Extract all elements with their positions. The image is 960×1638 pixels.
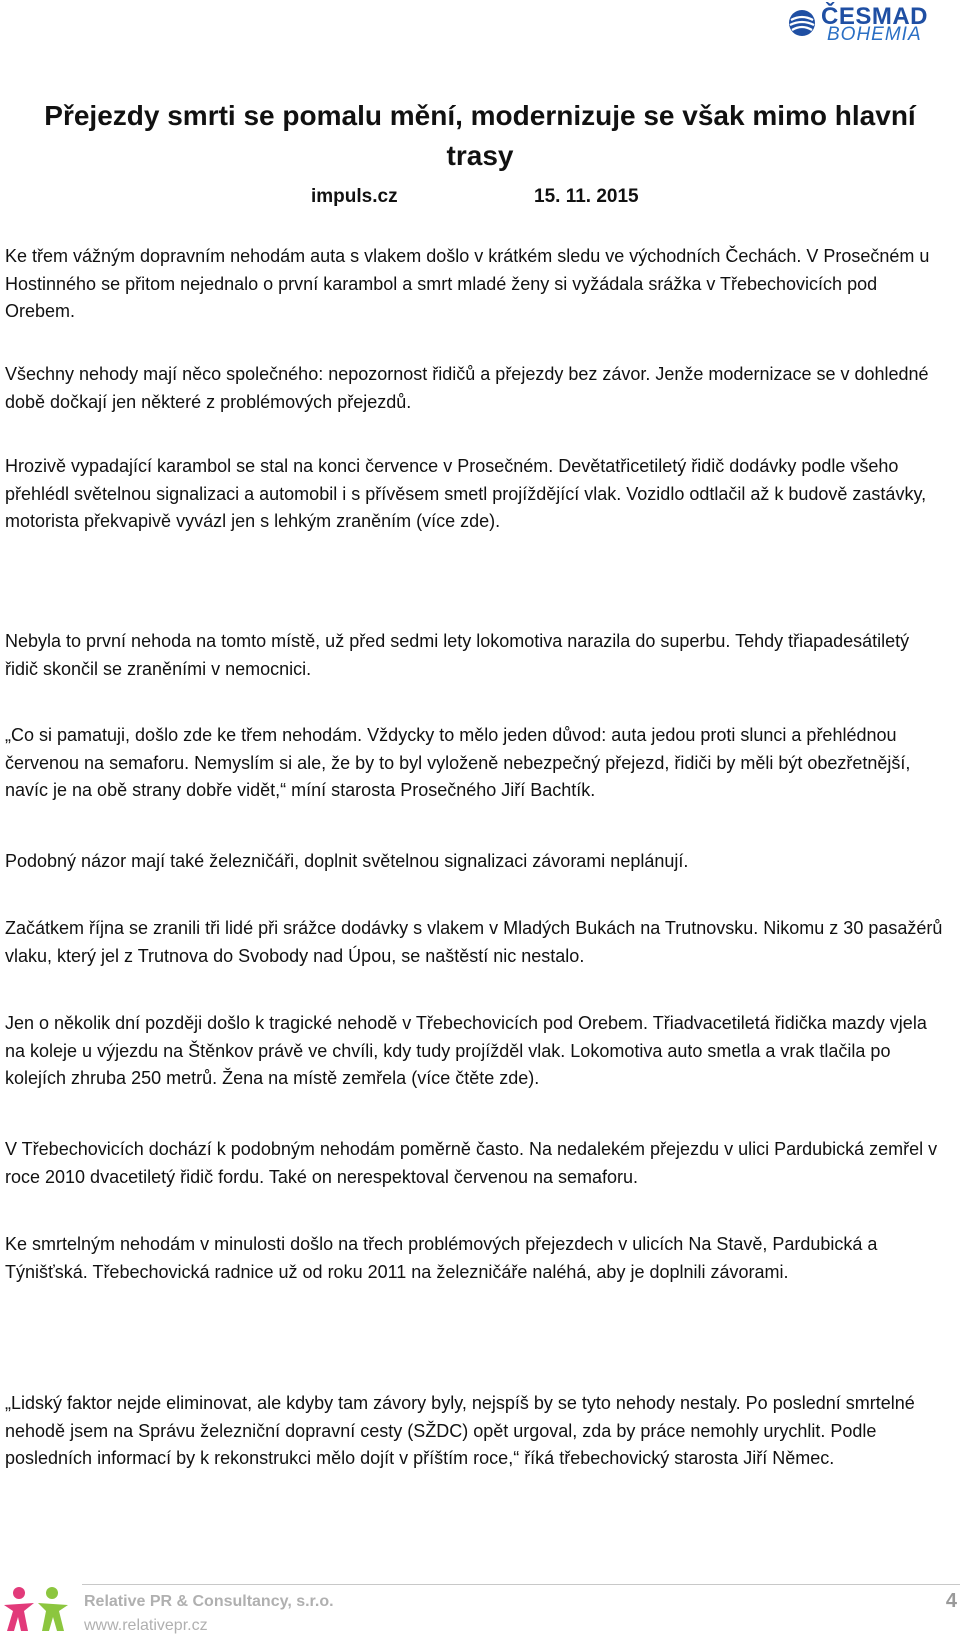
paragraph: V Třebechovicích dochází k podobným nehodám poměrně často. Na nedalekém přejezdu v ulici Pardubická zemřel v roce 2010 dvacetiletý řidič fordu. Také on nerespektoval červenou na semaforu. bbox=[5, 1139, 938, 1187]
cesmad-globe-icon bbox=[787, 8, 817, 38]
paragraph: „Lidský faktor nejde eliminovat, ale kdyby tam závory byly, nejspíš by se tyto nehody nestaly. Po poslední smrtelné nehodě jsem na Správu železniční dopravní cesty (SŽDC) opět urgoval, zda by práce nemohly urychlit. Podle posledních informací by k rekonstrukci mělo dojít v příštím roce,“ říká třebechovický starosta Jiří Němec. bbox=[5, 1393, 915, 1468]
paragraph: „Co si pamatuji, došlo zde ke třem nehodám. Vždycky to mělo jeden důvod: auta jedou proti slunci a přehlédnou červenou na semaforu. Nemyslím si ale, že by to byl vyloženě nebezpečný přejezd, řidiči by měli být obezřetnější, navíc je na obě strany dobře vidět,“ míní starosta Prosečného Jiří Bachtík. bbox=[5, 725, 911, 800]
paragraph: Všechny nehody mají něco společného: nepozornost řidičů a přejezdy bez závor. Jenže modernizace se v dohledné době dočkají jen některé z problémových přejezdů. bbox=[5, 364, 929, 412]
page-number: 4 bbox=[945, 1590, 957, 1612]
article-source: impuls.cz bbox=[311, 186, 398, 207]
article-title: Přejezdy smrti se pomalu mění, modernizuje se však mimo hlavní trasy bbox=[44, 100, 916, 171]
paragraph: Nebyla to první nehoda na tomto místě, už před sedmi lety lokomotiva narazila do superbu. Tehdy třiapadesátiletý řidič skončil se zraněními v nemocnici. bbox=[5, 631, 910, 679]
footer-divider bbox=[82, 1584, 960, 1585]
cesmad-logo bbox=[787, 3, 952, 45]
paragraph: Začátkem října se zranili tři lidé při srážce dodávky s vlakem v Mladých Bukách na Trutnovsku. Nikomu z 30 pasažérů vlaku, který jel z Trutnova do Svobody nad Úpou, se naštěstí nic nestalo. bbox=[5, 918, 943, 966]
footer-url[interactable]: www.relativepr.cz bbox=[84, 1617, 208, 1634]
paragraph: Jen o několik dní později došlo k tragické nehodě v Třebechovicích pod Orebem. Třiadvacetiletá řidička mazdy vjela na koleje u výjezdu na Štěnkov právě ve chvíli, kdy tudy projížděl vlak. Lokomotiva auto smetla a vrak tlačila po kolejích zhruba 250 metrů. Žena na místě zemřela (více čtěte zde). bbox=[5, 1013, 927, 1088]
logo-wordmark-cesmad: ČESMAD bbox=[821, 3, 929, 30]
paragraph: Hrozivě vypadající karambol se stal na konci července v Prosečném. Devětatřicetiletý řidič dodávky podle všeho přehlédl světelnou signalizaci a automobil i s přívěsem smetl projíždějící vlak. Vozidlo odtlačil až k budově zastávky, motorista překvapivě vyvázl jen s lehkým zraněním (více zde). bbox=[5, 456, 927, 531]
relative-pr-figures-icon bbox=[2, 1585, 70, 1637]
paragraph: Ke smrtelným nehodám v minulosti došlo na třech problémových přejezdech v ulicích Na Stavě, Pardubická a Týnišťská. Třebechovická radnice už od roku 2011 na železničáře naléhá, aby je doplnili závorami. bbox=[5, 1234, 878, 1282]
logo-wordmark-bohemia: BOHEMIA bbox=[827, 24, 922, 45]
paragraph: Ke třem vážným dopravním nehodám auta s vlakem došlo v krátkém sledu ve východních Čechách. V Prosečném u Hostinného se přitom nejednalo o první karambol a smrt mladé ženy si vyžádala srážka v Třebechovicích pod Orebem. bbox=[5, 246, 930, 321]
paragraph: Podobný názor mají také železničáři, doplnit světelnou signalizaci závorami neplánují. bbox=[5, 851, 689, 871]
article-date: 15. 11. 2015 bbox=[534, 186, 639, 207]
footer-company: Relative PR & Consultancy, s.r.o. bbox=[84, 1593, 334, 1610]
